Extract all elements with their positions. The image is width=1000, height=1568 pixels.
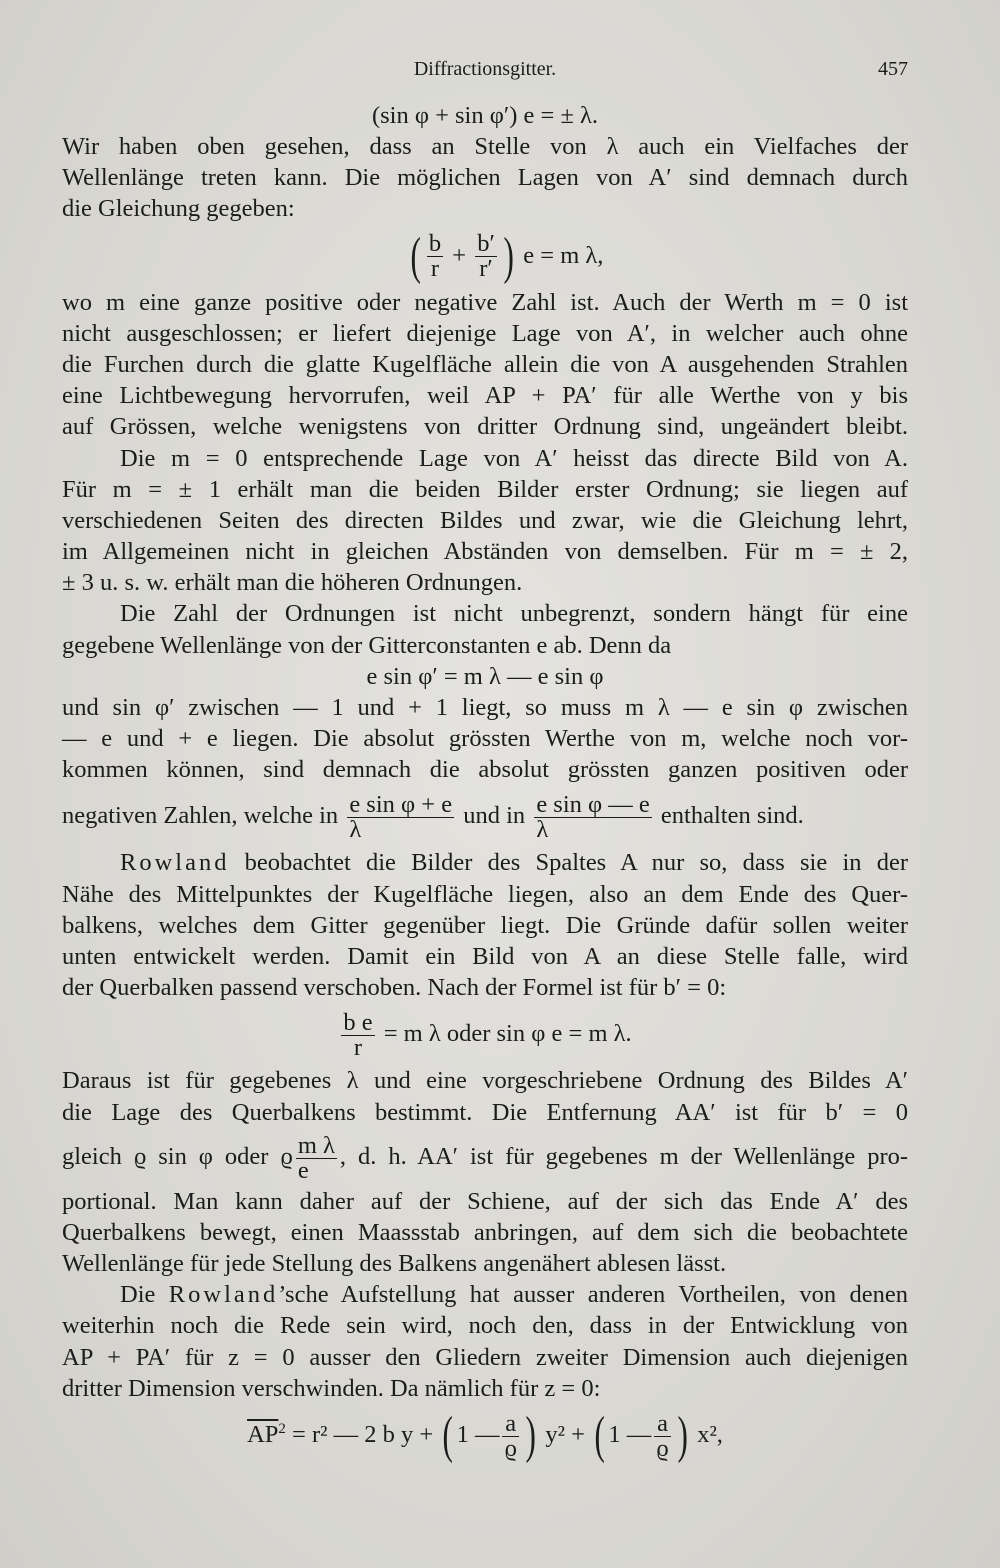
open-paren: ( (594, 1407, 605, 1465)
equation-5 (62, 1404, 908, 1466)
close-paren: ) (677, 1407, 688, 1465)
numerator: a (505, 1409, 517, 1437)
text: x², (697, 1421, 723, 1448)
text: , d. h. AA′ ist für gegebenes m der Wellenlänge pro- (339, 1142, 909, 1170)
equation-rest: = m λ oder sin φ e = m λ. (383, 1020, 632, 1048)
author-name: Rowland (168, 1281, 279, 1309)
text: 1 — (608, 1421, 652, 1448)
text-line: unten entwickelt werden. Damit ein Bild von A an diese Stelle falle, wird (62, 942, 908, 970)
numerator: e sin φ + e (349, 791, 453, 819)
denominator: ϱ (656, 1434, 669, 1462)
text-line (62, 1279, 908, 1310)
author-name: Rowland (120, 849, 230, 877)
fraction (475, 232, 497, 281)
numerator: b′ (477, 230, 495, 258)
close-paren: ) (503, 227, 514, 285)
text: beobachtet die Bilder des Spaltes A nur so, dass sie in der (229, 849, 908, 877)
fraction (427, 232, 443, 281)
fraction (341, 1011, 374, 1060)
close-paren: ) (525, 1407, 536, 1465)
text-line: nicht ausgeschlossen; er liefert diejenige Lage von A′, in welcher auch ohne (62, 319, 908, 347)
text-line: Daraus ist für gegebenes λ und eine vorgeschriebene Ordnung des Bildes A′ (62, 1067, 908, 1095)
equation-2 (62, 225, 908, 287)
text-line: im Allgemeinen nicht in gleichen Abständen von demselben. Für m = ± 2, (62, 538, 908, 566)
equation-rest: e = m λ, (523, 241, 604, 269)
page-number: 457 (878, 58, 908, 80)
numerator: a (657, 1409, 668, 1437)
numerator: m λ (297, 1131, 335, 1159)
denominator: r (341, 1035, 374, 1060)
text-line: Für m = ± 1 erhält man die beiden Bilder erster Ordnung; sie liegen auf (62, 475, 908, 503)
denominator: λ (347, 817, 454, 842)
numerator: b (428, 230, 442, 258)
text-line: balkens, welches dem Gitter gegenüber liegt. Die Gründe dafür sollen weiter (62, 911, 908, 939)
denominator: r′ (475, 256, 497, 281)
running-title: Diffractionsgitter. (413, 58, 557, 80)
denominator: e (296, 1158, 337, 1183)
text-line: Wir haben oben gesehen, dass an Stelle von λ auch ein Vielfaches der (62, 133, 908, 160)
text-body (62, 100, 908, 1466)
numerator: b e (343, 1009, 373, 1037)
text-line: der Querbalken passend verschoben. Nach der Formel ist für b′ = 0: (62, 974, 727, 1002)
numerator: e sin φ — e (536, 791, 650, 819)
text-line: gegebene Wellenlänge von der Gitterconstanten e ab. Denn da (62, 631, 672, 659)
segment-ap (247, 1421, 278, 1448)
denominator: λ (534, 817, 651, 842)
text: gleich ϱ sin φ oder ϱ (62, 1142, 293, 1170)
text-line: und sin φ′ zwischen — 1 und + 1 liegt, so muss m λ — e sin φ zwischen (62, 693, 908, 721)
text-line: auf Grössen, welche wenigstens von dritter Ordnung sind, ungeändert bleibt. (62, 413, 908, 441)
text-line: weiterhin noch die Rede sein wird, noch den, dass in der Entwicklung von (62, 1312, 908, 1340)
text-line: ± 3 u. s. w. erhält man die höheren Ordnungen. (62, 569, 523, 597)
denominator: r (427, 256, 443, 281)
text-line: Die Zahl der Ordnungen ist nicht unbegrenzt, sondern hängt für eine (120, 600, 908, 628)
text-line: Die m = 0 entsprechende Lage von A′ heisst das directe Bild von A. (120, 444, 908, 472)
text-line: — e und + e liegen. Die absolut grössten Werthe von m, welche noch vor- (62, 725, 908, 752)
text: $\overline{AP}$ (247, 1421, 279, 1448)
text-line: die Lage des Querbalkens bestimmt. Die Entfernung AA′ ist für b′ = 0 (62, 1098, 908, 1126)
text-line: die Furchen durch die glatte Kugelfläche allein die von A ausgehenden Strahlen (62, 350, 908, 378)
text-line: Nähe des Mittelpunktes der Kugelfläche liegen, also an dem Ende des Quer- (62, 880, 908, 908)
equation-1: (sin φ + sin φ′) e = ± λ. (371, 102, 599, 129)
text-line: Querbalkens bewegt, einen Maassstab anbringen, auf dem sich die beobachtete (62, 1218, 908, 1246)
text-line: portional. Man kann daher auf der Schiene, auf der sich das Ende A′ des (62, 1187, 908, 1215)
text-line: Wellenlänge treten kann. Die möglichen Lagen von A′ sind demnach durch (62, 164, 908, 192)
text-line (62, 847, 908, 878)
open-paren: ( (442, 1407, 454, 1465)
running-header (62, 58, 908, 84)
text: enthalten sind. (660, 802, 804, 830)
exponent: 2 (278, 1420, 286, 1437)
text-line: kommen können, sind demnach die absolut grössten ganzen positiven oder (62, 756, 908, 784)
denominator: ϱ (504, 1434, 517, 1462)
text-line: wo m eine ganze positive oder negative Zahl ist. Auch der Werth m = 0 ist (62, 288, 908, 316)
text: = r² — 2 b y + (292, 1421, 434, 1448)
equation-3: e sin φ′ = m λ — e sin φ (366, 662, 604, 690)
fraction (502, 1409, 518, 1462)
fraction (296, 1131, 337, 1184)
text-line-with-fraction (62, 1128, 908, 1186)
text: Die (120, 1281, 169, 1309)
text: und in (463, 802, 526, 830)
equation-4 (62, 1003, 908, 1065)
text-line: AP + PA′ für z = 0 ausser den Gliedern zweiter Dimension auch diejenigen (62, 1343, 908, 1371)
text-line: eine Lichtbewegung hervorrufen, weil AP + PA′ für alle Werthe von y bis (62, 382, 908, 410)
fraction (347, 793, 454, 842)
text-line: Wellenlänge für jede Stellung des Balkens angenähert ablesen lässt. (62, 1250, 727, 1278)
text: 1 — (456, 1421, 500, 1448)
text-line: die Gleichung gegeben: (62, 195, 295, 223)
text-line-with-fractions (62, 785, 908, 847)
text-line: verschiedenen Seiten des directen Bildes und zwar, wie die Gleichung lehrt, (62, 506, 908, 534)
fraction (534, 793, 651, 842)
operator: + (452, 241, 467, 269)
text: ’sche Aufstellung hat ausser anderen Vortheilen, von denen (278, 1281, 908, 1309)
open-paren: ( (410, 227, 421, 285)
text: negativen Zahlen, welche in (62, 802, 339, 830)
fraction (654, 1409, 670, 1462)
text-line: dritter Dimension verschwinden. Da nämlich für z = 0: (62, 1374, 601, 1402)
text: y² + (545, 1421, 585, 1448)
